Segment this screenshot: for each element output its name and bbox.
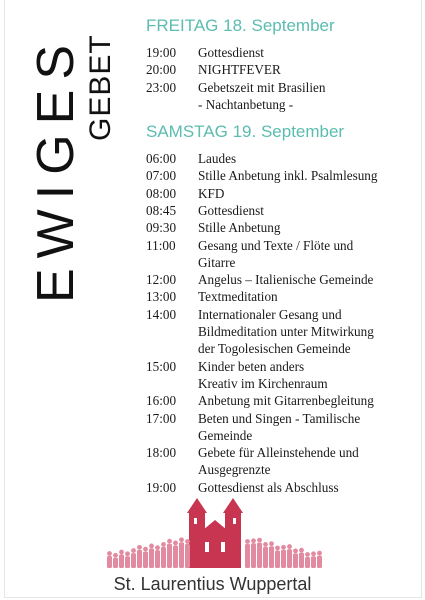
event-label: Gebetszeit mit Brasilien - Nachtanbetung - bbox=[198, 79, 326, 112]
church-logo-image bbox=[105, 498, 325, 572]
event-label: KFD bbox=[198, 185, 225, 201]
event-label: Internationaler Gesang und Bildmeditation unter Mitwirkung der Togolesischen Gemeinde bbox=[198, 306, 374, 357]
time-label: 06:00 bbox=[146, 151, 177, 166]
time-label: 08:00 bbox=[146, 185, 177, 201]
event-label: Laudes bbox=[198, 151, 237, 166]
time-label: 20:00 bbox=[146, 62, 177, 78]
time-label: 13:00 bbox=[146, 289, 177, 305]
time-label: 14:00 bbox=[146, 306, 177, 322]
event-label: Gottesdienst bbox=[198, 45, 264, 60]
day-heading: FREITAG 18. September bbox=[146, 16, 335, 35]
time-label: 09:30 bbox=[146, 220, 177, 236]
event-label: Gottesdienst bbox=[198, 202, 264, 218]
time-label: 12:00 bbox=[146, 272, 177, 288]
footer-text: St. Laurentius Wuppertal bbox=[113, 574, 312, 594]
event-label: Gebete für Alleinstehende und Ausgegrenzte bbox=[198, 445, 359, 478]
time-label: 15:00 bbox=[146, 358, 177, 374]
event-label: Beten und Singen - Tamilische Gemeinde bbox=[198, 410, 361, 443]
event-label: Kinder beten anders Kreativ im Kirchenraum bbox=[198, 358, 328, 391]
day-heading: SAMSTAG 19. September bbox=[146, 122, 345, 141]
time-label: 07:00 bbox=[146, 168, 177, 184]
time-label: 16:00 bbox=[146, 393, 177, 409]
time-label: 18:00 bbox=[146, 445, 177, 461]
time-label: 17:00 bbox=[146, 410, 177, 426]
time-label: 08:45 bbox=[146, 202, 177, 218]
event-label: NIGHTFEVER bbox=[198, 62, 281, 78]
event-label: Angelus – Italienische Gemeinde bbox=[198, 272, 374, 288]
event-label: Textmeditation bbox=[198, 289, 278, 305]
event-label: Gesang und Texte / Flöte und Gitarre bbox=[198, 237, 354, 270]
title-sub: GEBET bbox=[84, 34, 117, 141]
event-label: Anbetung mit Gitarrenbegleitung bbox=[198, 393, 374, 409]
time-label: 19:00 bbox=[146, 45, 177, 60]
time-label: 23:00 bbox=[146, 79, 177, 95]
title-main: EWIGES bbox=[27, 34, 85, 303]
time-label: 11:00 bbox=[146, 237, 176, 253]
event-label: Stille Anbetung bbox=[198, 220, 281, 236]
event-label: Gottesdienst als Abschluss bbox=[198, 479, 339, 495]
event-label: Stille Anbetung inkl. Psalmlesung bbox=[198, 168, 378, 184]
time-label: 19:00 bbox=[146, 479, 177, 495]
